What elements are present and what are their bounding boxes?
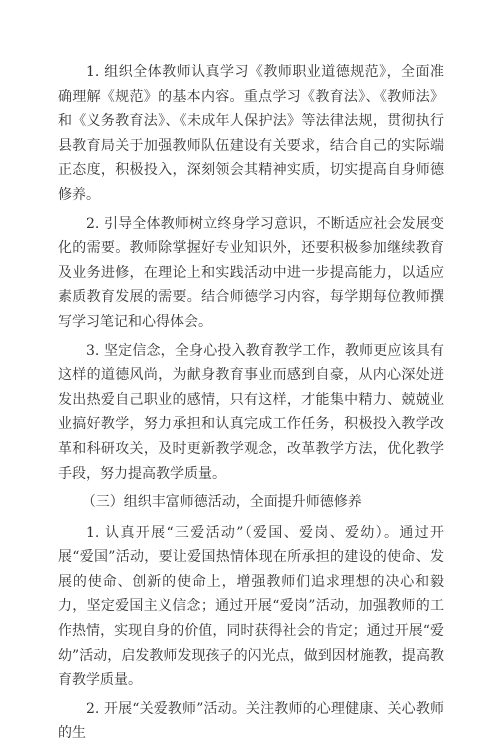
paragraph-study-norms: 1. 组织全体教师认真学习《教师职业道德规范》，全面准确理解《规范》的基本内容。重点学习《教育法》、《教师法》和《义务教育法》、《未成年人保护法》等法律法规，贯彻执行县教育局关于加强教师队伍建设有关要求，结合自己的实际端正态度，积极投入，深刻领会其精神实质，切实提高自身师德修养。 [58, 64, 444, 203]
paragraph-three-loves: 1. 认真开展“三爱活动”（爱国、爱岗、爱幼）。通过开展“爱国”活动，要让爱国热情体现在所承担的建设的使命、发展的使命、创新的使命上，增强教师们追求理想的决心和毅力，坚定爱国主义信念；通过开展“爱岗”活动，加强教师的工作热情，实现自身的价值，同时获得社会的肯定；通过开展“爱幼”活动，启发教师发现孩子的闪光点，做到因材施教，提高教育教学质量。 [58, 524, 444, 689]
paragraph-lifelong-learning: 2. 引导全体教师树立终身学习意识，不断适应社会发展变化的需要。教师除掌握好专业知识外，还要积极参加继续教育及业务进修，在理论上和实践活动中进一步提高能力，以适应素质教育发展的需要。结合师德学习内容，每学期每位教师撰写学习笔记和心得体会。 [58, 215, 444, 330]
paragraph-firm-belief: 3. 坚定信念，全身心投入教育教学工作，教师更应该具有这样的道德风尚，为献身教育事业而感到自豪，从内心深处迸发出热爱自己职业的感情，只有这样，才能集中精力、兢兢业业搞好教学，努力承担和认真完成工作任务，积极投入教学改革和科研攻关，及时更新教学观念，改革教学方法，优化教学手段，努力提高教学质量。 [58, 342, 444, 482]
paragraph-care-teachers: 2. 开展“关爱教师”活动。关注教师的心理健康、关心教师的生 [58, 700, 444, 742]
document-body [58, 60, 444, 750]
section-heading: （三）组织丰富师德活动，全面提升师德修养 [81, 494, 362, 511]
